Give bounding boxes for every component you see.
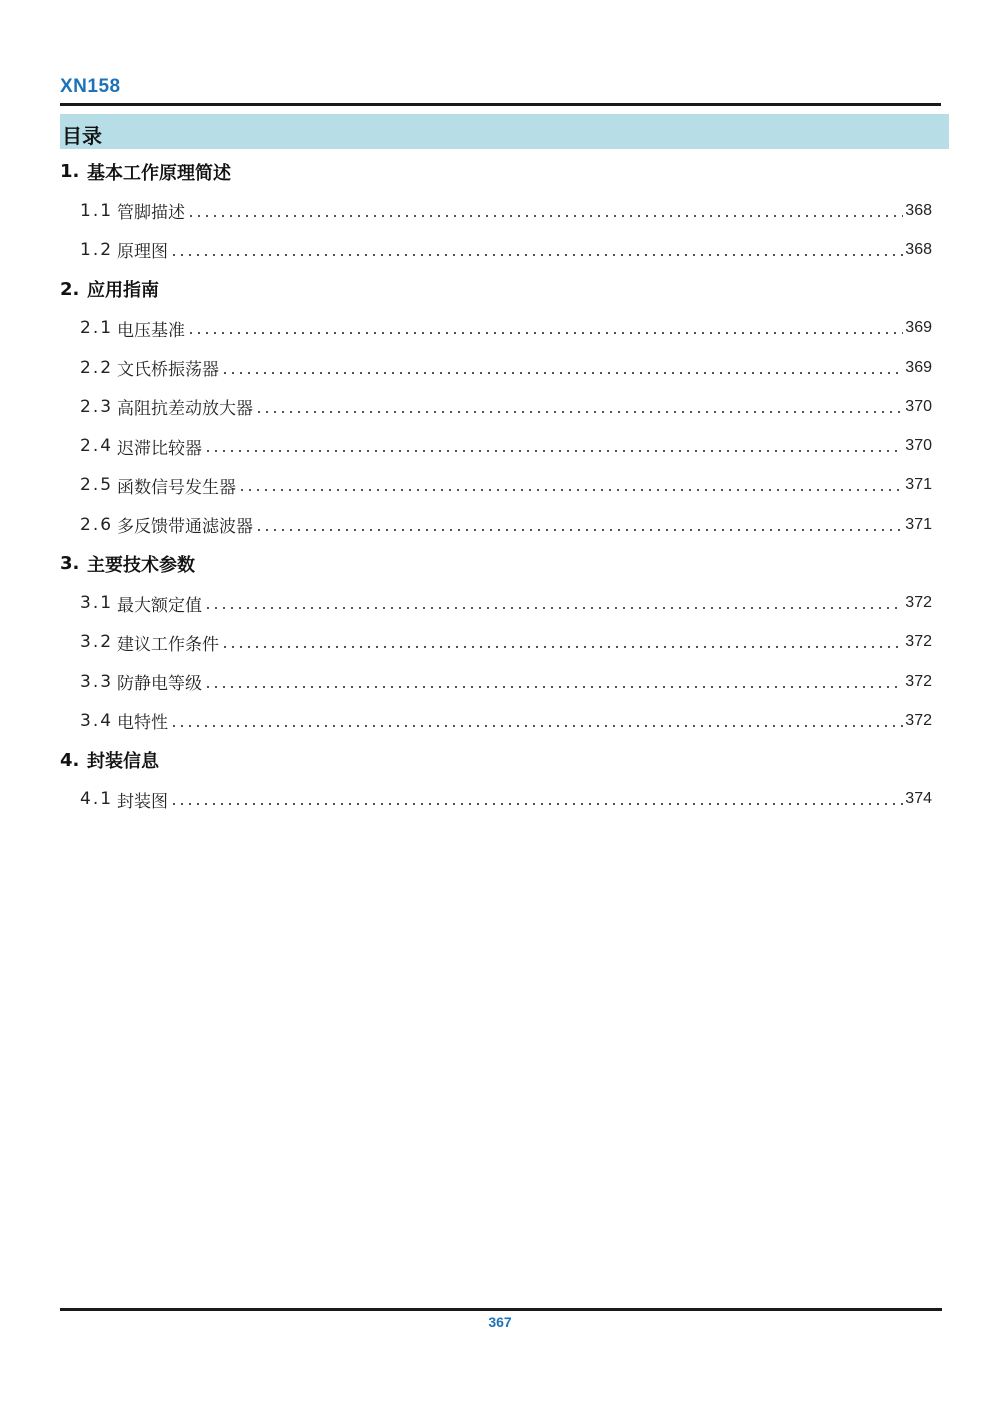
entry-page-number: 370 bbox=[905, 437, 932, 455]
entry-page-number: 372 bbox=[905, 633, 932, 651]
entry-number: 2.4 bbox=[80, 436, 114, 457]
dot-leader bbox=[238, 488, 903, 492]
table-of-contents bbox=[60, 152, 932, 819]
entry-number: 2.5 bbox=[80, 475, 114, 496]
dot-leader bbox=[204, 449, 903, 453]
entry-page-number: 370 bbox=[905, 397, 932, 415]
toc-entry[interactable] bbox=[60, 309, 932, 348]
toc-entry[interactable] bbox=[60, 466, 932, 505]
toc-entry[interactable] bbox=[60, 505, 932, 544]
dot-leader bbox=[255, 410, 903, 414]
toc-entry[interactable] bbox=[60, 191, 932, 230]
dot-leader bbox=[187, 331, 903, 335]
toc-section-heading[interactable] bbox=[60, 270, 932, 309]
entry-number: 1.2 bbox=[80, 239, 114, 260]
entry-page-number: 372 bbox=[905, 711, 932, 729]
entry-label: 原理图 bbox=[117, 242, 169, 263]
entry-page-number: 368 bbox=[905, 240, 932, 258]
entry-number: 2.3 bbox=[80, 396, 114, 417]
dot-leader bbox=[170, 724, 903, 728]
entry-page-number: 368 bbox=[905, 201, 932, 219]
entry-label: 建议工作条件 bbox=[117, 634, 220, 655]
entry-page-number: 372 bbox=[905, 672, 932, 690]
toc-entry[interactable] bbox=[60, 701, 932, 740]
entry-label: 电特性 bbox=[117, 713, 169, 734]
section-title: 应用指南 bbox=[87, 280, 159, 302]
entry-label: 封装图 bbox=[117, 791, 169, 812]
section-number: 1. bbox=[60, 161, 80, 182]
toc-entry[interactable] bbox=[60, 623, 932, 662]
entry-label: 函数信号发生器 bbox=[117, 477, 237, 498]
entry-label: 多反馈带通滤波器 bbox=[117, 517, 254, 538]
entry-number: 2.6 bbox=[80, 514, 114, 535]
dot-leader bbox=[204, 685, 903, 689]
toc-entry[interactable] bbox=[60, 230, 932, 269]
entry-label: 文氏桥振荡器 bbox=[117, 360, 220, 381]
toc-section-heading[interactable] bbox=[60, 152, 932, 191]
dot-leader bbox=[221, 645, 903, 649]
toc-section-heading[interactable] bbox=[60, 544, 932, 583]
footer-divider bbox=[60, 1308, 942, 1311]
entry-page-number: 374 bbox=[905, 790, 932, 808]
entry-label: 迟滞比较器 bbox=[117, 438, 203, 459]
section-title: 主要技术参数 bbox=[87, 554, 195, 576]
entry-page-number: 369 bbox=[905, 358, 932, 376]
footer-page-number: 367 bbox=[488, 1314, 512, 1330]
toc-entry[interactable] bbox=[60, 780, 932, 819]
entry-label: 管脚描述 bbox=[117, 203, 186, 224]
toc-heading-banner bbox=[60, 114, 949, 149]
toc-entry[interactable] bbox=[60, 387, 932, 426]
entry-page-number: 371 bbox=[905, 515, 932, 533]
toc-heading: 目录 bbox=[62, 124, 102, 148]
entry-label: 电压基准 bbox=[117, 320, 186, 341]
entry-number: 3.4 bbox=[80, 710, 114, 731]
entry-number: 3.3 bbox=[80, 671, 114, 692]
toc-entry[interactable] bbox=[60, 583, 932, 622]
entry-page-number: 369 bbox=[905, 319, 932, 337]
entry-number: 2.1 bbox=[80, 318, 114, 339]
header-divider bbox=[60, 103, 941, 106]
entry-number: 1.1 bbox=[80, 200, 114, 221]
toc-entry[interactable] bbox=[60, 348, 932, 387]
toc-entry[interactable] bbox=[60, 426, 932, 465]
entry-number: 3.1 bbox=[80, 593, 114, 614]
dot-leader bbox=[255, 528, 903, 532]
entry-number: 3.2 bbox=[80, 632, 114, 653]
section-number: 4. bbox=[60, 749, 80, 771]
toc-entry[interactable] bbox=[60, 662, 932, 701]
section-number: 2. bbox=[60, 278, 80, 300]
document-title: XN158 bbox=[60, 76, 121, 97]
entry-page-number: 371 bbox=[905, 476, 932, 494]
entry-label: 防静电等级 bbox=[117, 674, 203, 695]
dot-leader bbox=[170, 802, 903, 806]
entry-page-number: 372 bbox=[905, 594, 932, 612]
toc-section-heading[interactable] bbox=[60, 741, 932, 780]
dot-leader bbox=[221, 371, 903, 375]
dot-leader bbox=[170, 253, 903, 257]
dot-leader bbox=[187, 214, 903, 218]
dot-leader bbox=[204, 606, 903, 610]
entry-label: 高阻抗差动放大器 bbox=[117, 399, 254, 420]
entry-label: 最大额定值 bbox=[117, 595, 203, 616]
entry-number: 2.2 bbox=[80, 357, 114, 378]
entry-number: 4.1 bbox=[80, 789, 114, 810]
section-title: 封装信息 bbox=[87, 751, 159, 773]
section-number: 3. bbox=[60, 553, 80, 575]
section-title: 基本工作原理简述 bbox=[87, 162, 231, 184]
